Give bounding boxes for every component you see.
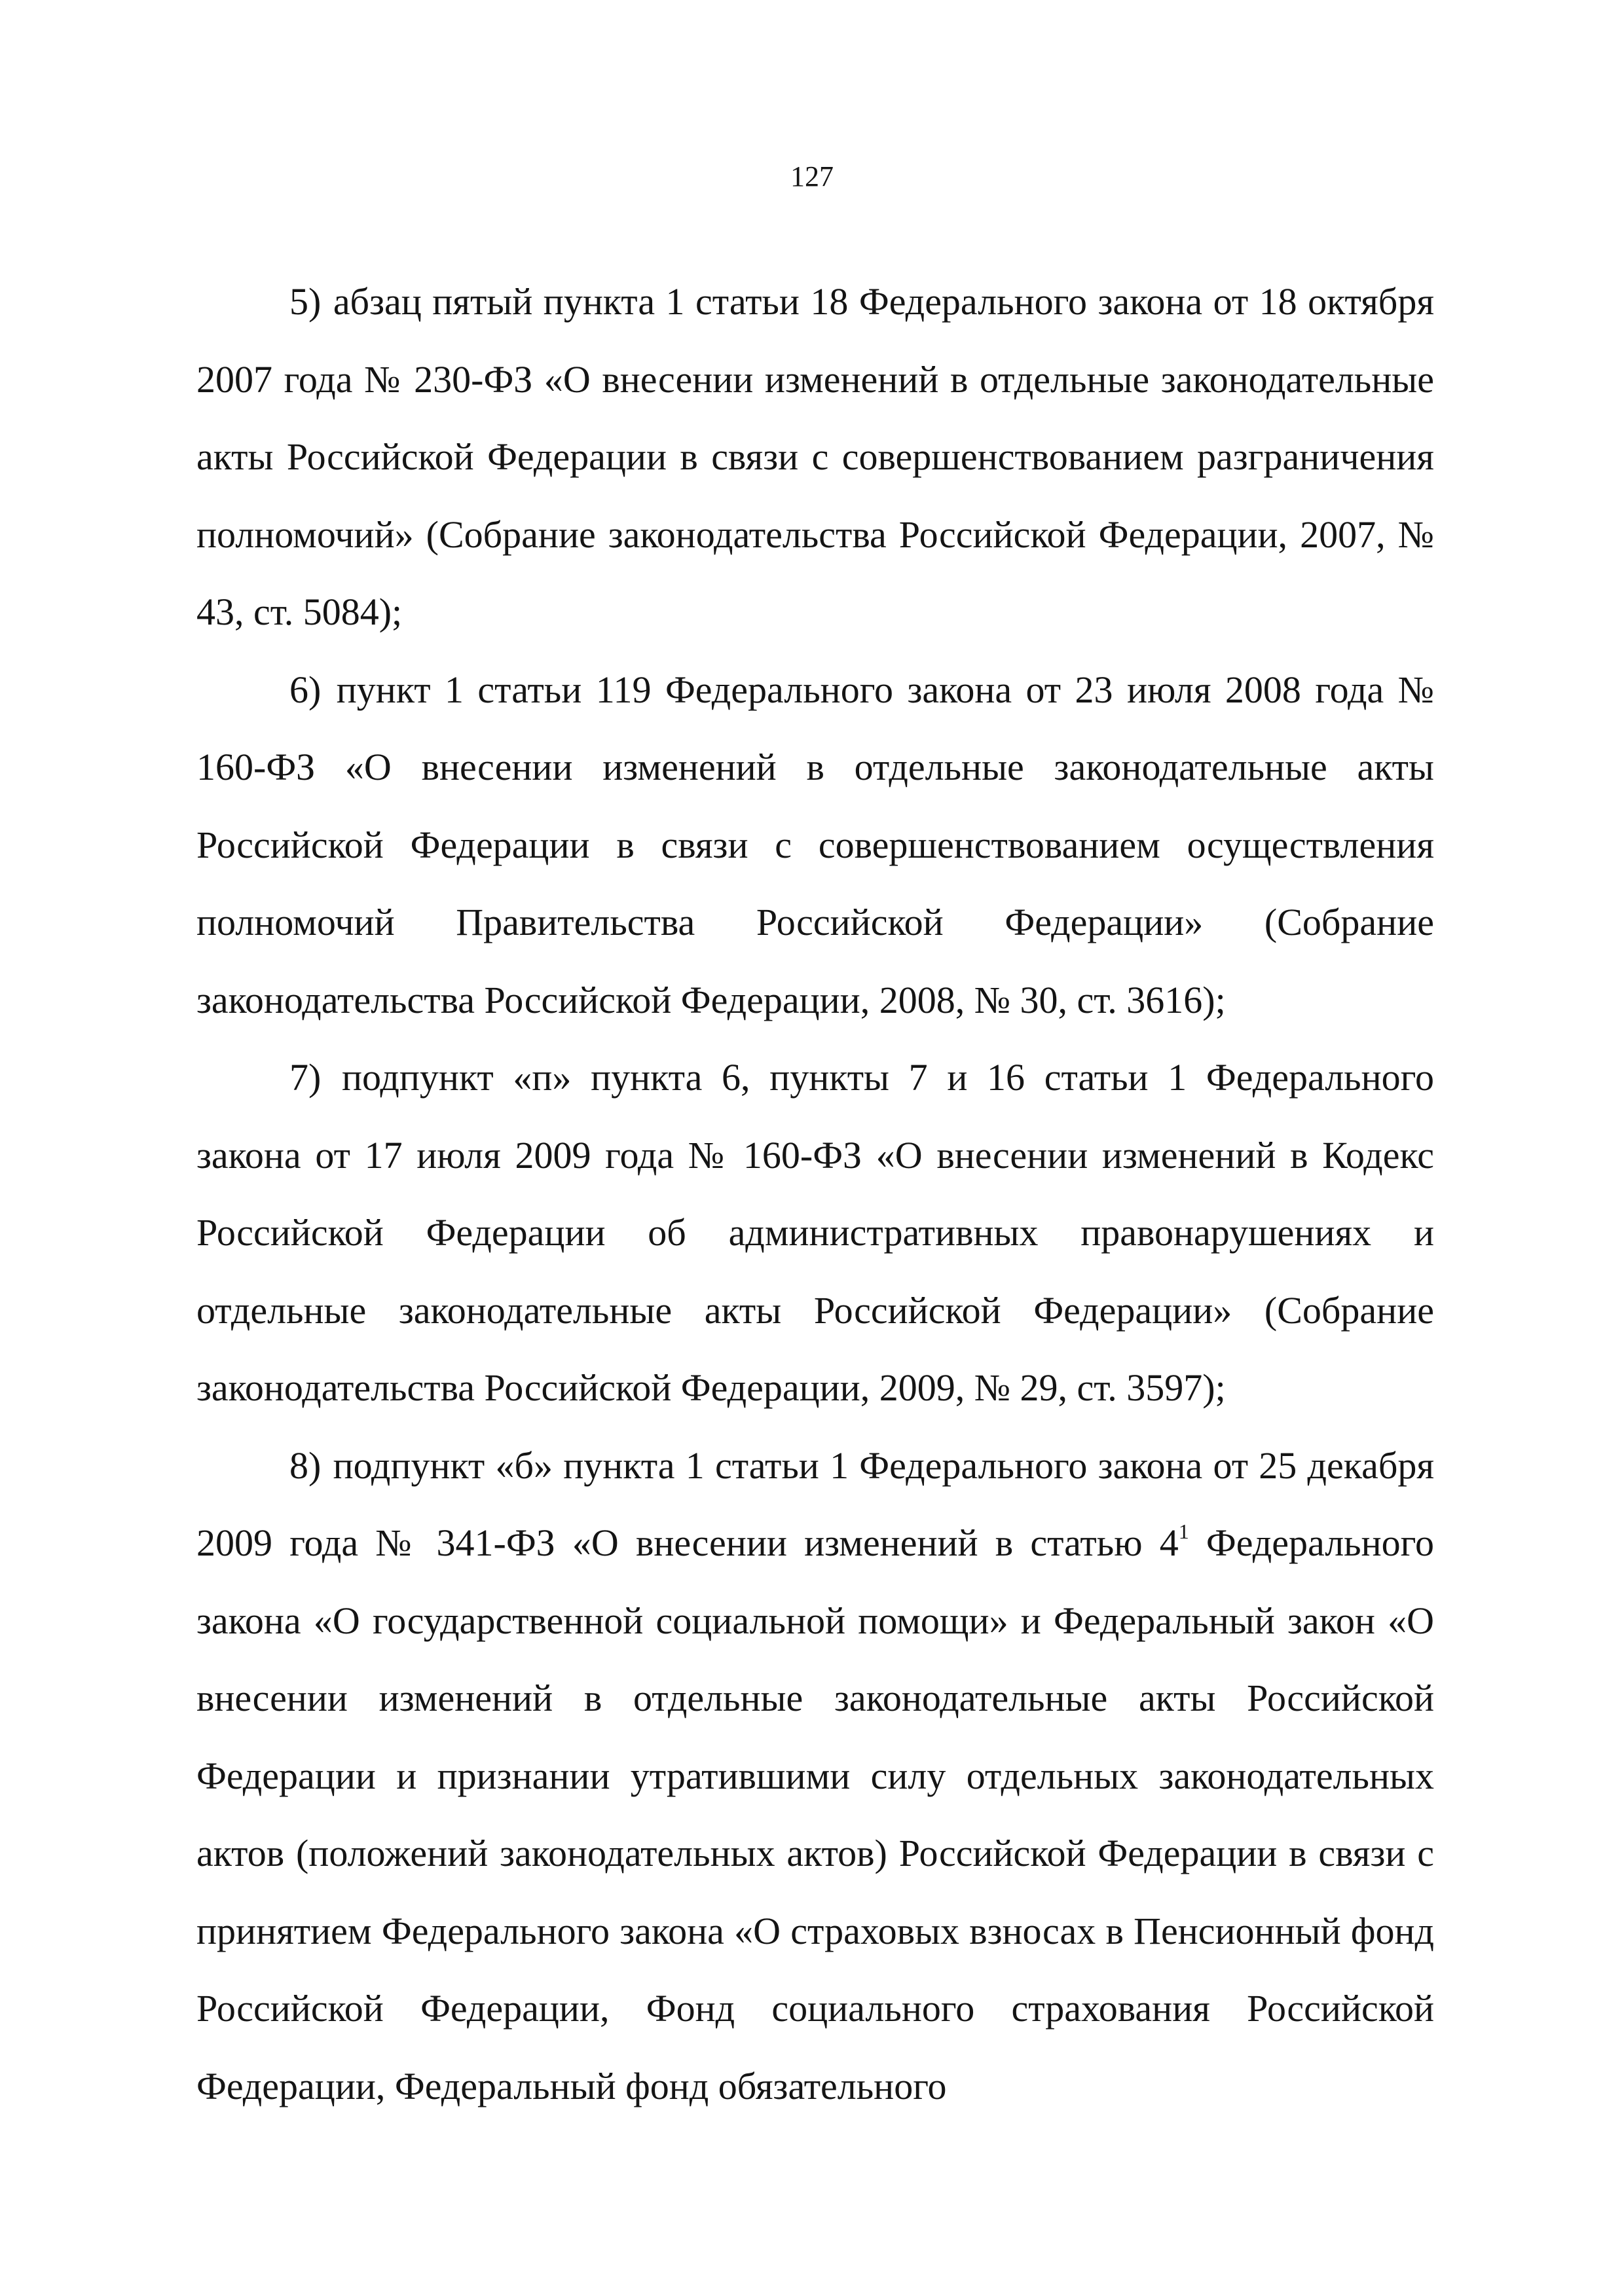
paragraph-number: 7)	[289, 1056, 322, 1099]
paragraph-text: пункт 1 статьи 119 Федерального закона от 23 июля 2008 года № 160-ФЗ «О внесении изменений в отдельные законодательные акты Российской Федерации в связи с совершенствованием осуществления полномочий Правительства Российской Федерации» (Собрание законодательства Российской Федерации, 2008, № 30, ст. 3616);	[196, 668, 1435, 1021]
paragraph-text-start: подпункт «б» пункта 1 статьи 1 Федерального закона от 25 декабря 2009 года № 341-ФЗ «О внесении изменений в статью 4	[196, 1444, 1435, 1564]
paragraph-number: 8)	[289, 1444, 322, 1487]
paragraph-number: 5)	[289, 280, 322, 323]
article-superscript: 1	[1178, 1520, 1189, 1543]
paragraph-8	[196, 1427, 1434, 2126]
document-body	[196, 263, 1434, 2125]
paragraph-text: подпункт «п» пункта 6, пункты 7 и 16 статьи 1 Федерального закона от 17 июля 2009 года № 160-ФЗ «О внесении изменений в Кодекс Российской Федерации об административных правонарушениях и отдельные законодательные акты Российской Федерации» (Собрание законодательства Российской Федерации, 2009, № 29, ст. 3597);	[196, 1056, 1435, 1409]
paragraph-7	[196, 1039, 1434, 1427]
paragraph-5	[196, 263, 1434, 651]
paragraph-number: 6)	[289, 668, 322, 711]
paragraph-text-end: Федерального закона «О государственной социальной помощи» и Федеральный закон «О внесении изменений в отдельные законодательные акты Российской Федерации и признании утратившими силу отдельных законодательных актов (положений законодательных актов) Российской Федерации в связи с принятием Федерального закона «О страховых взносах в Пенсионный фонд Российской Федерации, Фонд социального страхования Российской Федерации, Федеральный фонд обязательного	[196, 1522, 1434, 2107]
paragraph-text: абзац пятый пункта 1 статьи 18 Федерального закона от 18 октября 2007 года № 230-ФЗ «О внесении изменений в отдельные законодательные акты Российской Федерации в связи с совершенствованием разграничения полномочий» (Собрание законодательства Российской Федерации, 2007, № 43, ст. 5084);	[196, 280, 1434, 633]
paragraph-6	[196, 651, 1434, 1040]
page-number: 127	[790, 160, 834, 192]
